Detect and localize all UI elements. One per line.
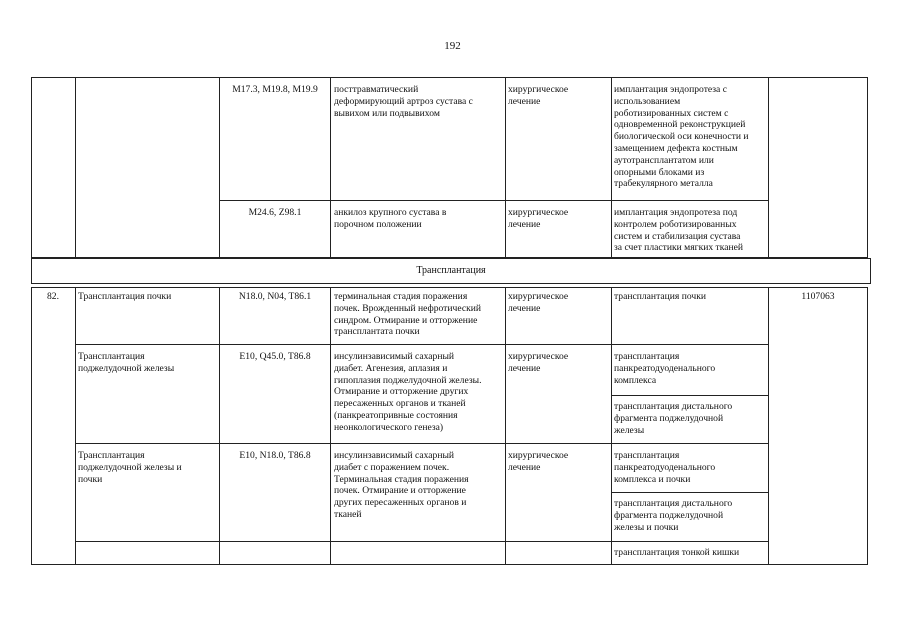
cell-number: 82. (47, 291, 59, 302)
cell-name: Трансплантация поджелудочной железы и почки (78, 450, 182, 485)
cell-codes: M17.3, M19.8, M19.9 (232, 84, 318, 95)
cell-method: имплантация эндопротеза под контролем роботизированных систем и стабилизация сустава за счет пластики мягких тканей (614, 207, 744, 254)
row-line (611, 395, 768, 396)
cell-type: хирургическое лечение (508, 291, 569, 314)
col-line (611, 77, 612, 258)
row-line (219, 200, 768, 201)
section-title: Трансплантация (416, 265, 486, 276)
cell-model: посттравматический деформирующий артроз сустава с вывихом или подвывихом (334, 84, 473, 119)
cell-name: Трансплантация почки (78, 291, 172, 302)
cell-codes: E10, N18.0, T86.8 (239, 450, 311, 461)
cell-model: инсулинзависимый сахарный диабет. Агенезия, аплазия и гипоплазия поджелудочной железы. Отмирание и отторжение других пересаженных органов и тканей (панкреатопривные состояния неонкологического генеза) (334, 351, 482, 433)
col-line (330, 77, 331, 258)
cell-type: хирургическое лечение (508, 207, 569, 230)
cell-name: Трансплантация поджелудочной железы (78, 351, 175, 374)
cell-model: инсулинзависимый сахарный диабет с поражением почек. Терминальная стадия поражения почек. Отмирание и отторжение других пересаженных органов и тканей (334, 450, 469, 520)
cell-codes: E10, Q45.0, T86.8 (239, 351, 311, 362)
cell-codes: N18.0, N04, T86.1 (238, 291, 312, 302)
cell-type: хирургическое лечение (508, 351, 569, 374)
cell-method: трансплантация панкреатодуоденального комплекса и почки (614, 450, 716, 485)
col-line (75, 77, 76, 258)
cell-method: трансплантация дистального фрагмента поджелудочной железы (614, 401, 733, 436)
col-line (505, 77, 506, 258)
page-number: 192 (444, 40, 461, 52)
cell-type: хирургическое лечение (508, 450, 569, 473)
col-line (75, 287, 76, 565)
cell-method: трансплантация панкреатодуоденального комплекса (614, 351, 716, 386)
row-line (75, 541, 768, 542)
cell-cost: 1107063 (801, 291, 835, 302)
cell-model: анкилоз крупного сустава в порочном положении (334, 207, 447, 230)
cell-method: трансплантация почки (614, 291, 707, 302)
col-line (219, 287, 220, 565)
col-line (330, 287, 331, 565)
col-line (768, 287, 769, 565)
cell-method: трансплантация дистального фрагмента поджелудочной железы и почки (614, 498, 733, 533)
row-line (75, 443, 768, 444)
row-line (611, 492, 768, 493)
cell-codes: M24.6, Z98.1 (248, 207, 302, 218)
col-line (219, 77, 220, 258)
cell-method: имплантация эндопротеза с использованием роботизированных систем с одновременной реконструкцией биологической оси конечности и замещением дефекта костным аутотрансплантатом или опорными блоками из трабекулярного металла (614, 84, 749, 190)
col-line (611, 287, 612, 565)
row-line (75, 344, 768, 345)
cell-model: терминальная стадия поражения почек. Врожденный нефротический синдром. Отмирание и отторжение трансплантата почки (334, 291, 482, 338)
cell-type: хирургическое лечение (508, 84, 569, 107)
col-line (768, 77, 769, 258)
cell-method: трансплантация тонкой кишки (614, 547, 740, 558)
